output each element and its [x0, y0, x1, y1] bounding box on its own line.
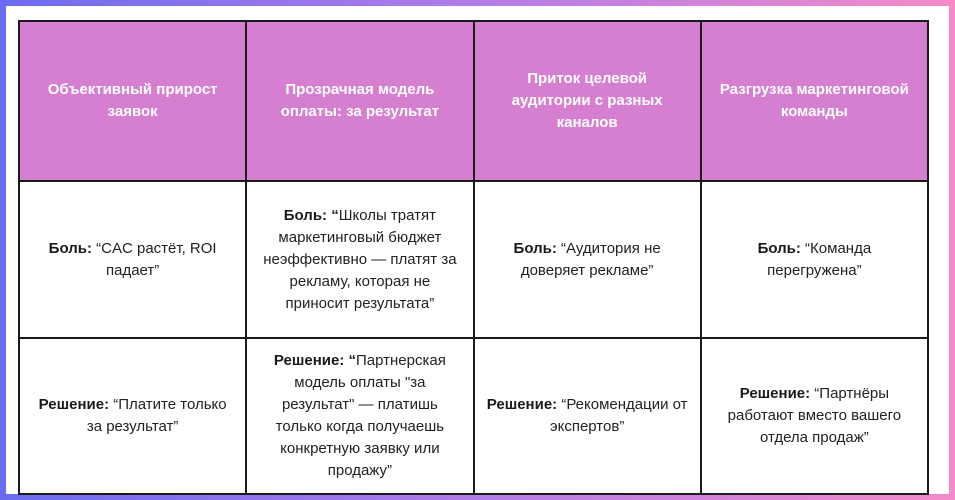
solution-text: Партнерская модель оплаты "за результат" — платишь только когда получаешь конкретную заявку или продажу”: [275, 352, 446, 479]
pain-text: “Аудитория не доверяет рекламе”: [520, 239, 661, 279]
solution-cell: [19, 338, 246, 494]
pain-cell: [19, 181, 246, 338]
pain-label: Боль:: [513, 239, 557, 257]
solution-label: Решение:: [486, 396, 558, 413]
header-cell: Приток целевой аудитории с разных каналов: [474, 21, 701, 181]
pain-label: Боль: “: [283, 206, 339, 224]
header-cell: Объективный прирост заявок: [19, 21, 246, 181]
header-cell: Разгрузка маркетинговой команды: [701, 21, 928, 181]
pain-label: Боль:: [48, 239, 92, 257]
solution-label: Решение: “: [273, 352, 356, 369]
solution-cell: [474, 338, 701, 494]
header-row: [19, 21, 928, 181]
pain-cell: [474, 181, 701, 338]
pain-label: Боль:: [757, 239, 801, 257]
pain-text: “Команда перегружена”: [767, 239, 872, 279]
solution-text: “Рекомендации от экспертов”: [549, 396, 688, 435]
pain-row: [19, 181, 928, 338]
solution-cell: [701, 338, 928, 494]
pain-cell: [701, 181, 928, 338]
header-cell: Прозрачная модель оплаты: за результат: [246, 21, 473, 181]
solution-cell: [246, 338, 473, 494]
solution-text: “Платите только за результат”: [86, 396, 227, 435]
comparison-table: [18, 20, 929, 495]
pain-text: Школы тратят маркетинговый бюджет неэффективно — платят за рекламу, которая не приносит результата”: [263, 206, 457, 312]
pain-cell: [246, 181, 473, 338]
solution-text: “Партнёры работают вместо вашего отдела продаж”: [727, 385, 902, 446]
solution-row: [19, 338, 928, 494]
solution-label: Решение:: [739, 385, 811, 402]
content-area: [6, 6, 949, 494]
solution-label: Решение:: [38, 396, 110, 413]
pain-text: “CAC растёт, ROI падает”: [91, 239, 217, 279]
